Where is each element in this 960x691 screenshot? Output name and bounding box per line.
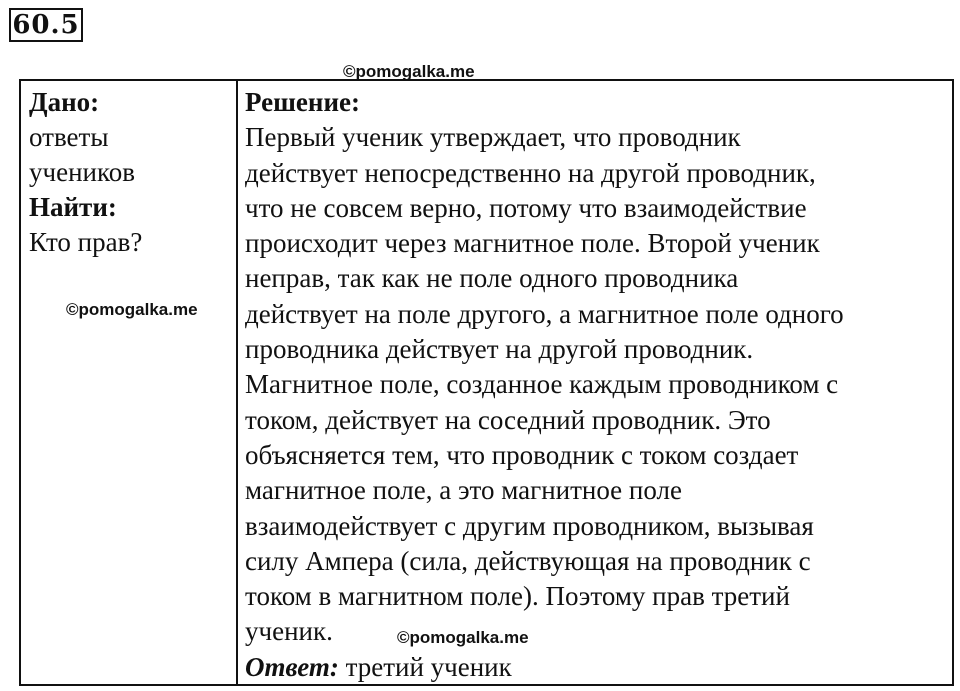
solution-line: Магнитное поле, созданное каждым проводником с <box>245 369 839 400</box>
answer-text: третий ученик <box>345 651 512 682</box>
solution-line: проводника действует на другой проводник. <box>245 334 754 365</box>
answer-line <box>245 650 950 685</box>
solution-line: током в магнитном поле). Поэтому прав третий <box>245 581 790 612</box>
solution-line: объясняется тем, что проводник с током создает <box>245 439 799 470</box>
find-text: Кто прав? <box>29 227 143 257</box>
watermark-top: ©pomogalka.me <box>343 62 475 81</box>
solution-line: действует на поле другого, а магнитное поле одного <box>245 298 844 329</box>
given-column <box>29 85 229 260</box>
solution-line: ученик. <box>245 616 333 647</box>
solution-column <box>245 85 950 685</box>
watermark-left: ©pomogalka.me <box>66 300 198 319</box>
solution-line: Первый ученик утверждает, что проводник <box>245 122 741 153</box>
solution-line: магнитное поле, а это магнитное поле <box>245 475 682 506</box>
solution-heading: Решение: <box>245 87 360 117</box>
given-line: учеников <box>29 157 135 187</box>
solution-line: взаимодействует с другим проводником, вызывая <box>245 510 814 541</box>
solution-line: неправ, так как не поле одного проводника <box>245 263 739 294</box>
given-line: ответы <box>29 122 109 152</box>
solution-line: что не совсем верно, потому что взаимодействие <box>245 192 807 223</box>
solution-line: действует непосредственно на другой проводник, <box>245 157 816 188</box>
column-divider <box>236 81 238 684</box>
given-heading: Дано: <box>29 87 100 117</box>
find-heading: Найти: <box>29 192 117 222</box>
answer-label: Ответ: <box>245 651 339 682</box>
watermark-bottom: ©pomogalka.me <box>397 628 529 647</box>
task-table <box>19 79 954 686</box>
solution-line: происходит через магнитное поле. Второй ученик <box>245 228 820 259</box>
solution-line: силу Ампера (сила, действующая на проводник с <box>245 545 811 576</box>
problem-number: 60.5 <box>9 8 83 42</box>
solution-line: током, действует на соседний проводник. Это <box>245 404 771 435</box>
